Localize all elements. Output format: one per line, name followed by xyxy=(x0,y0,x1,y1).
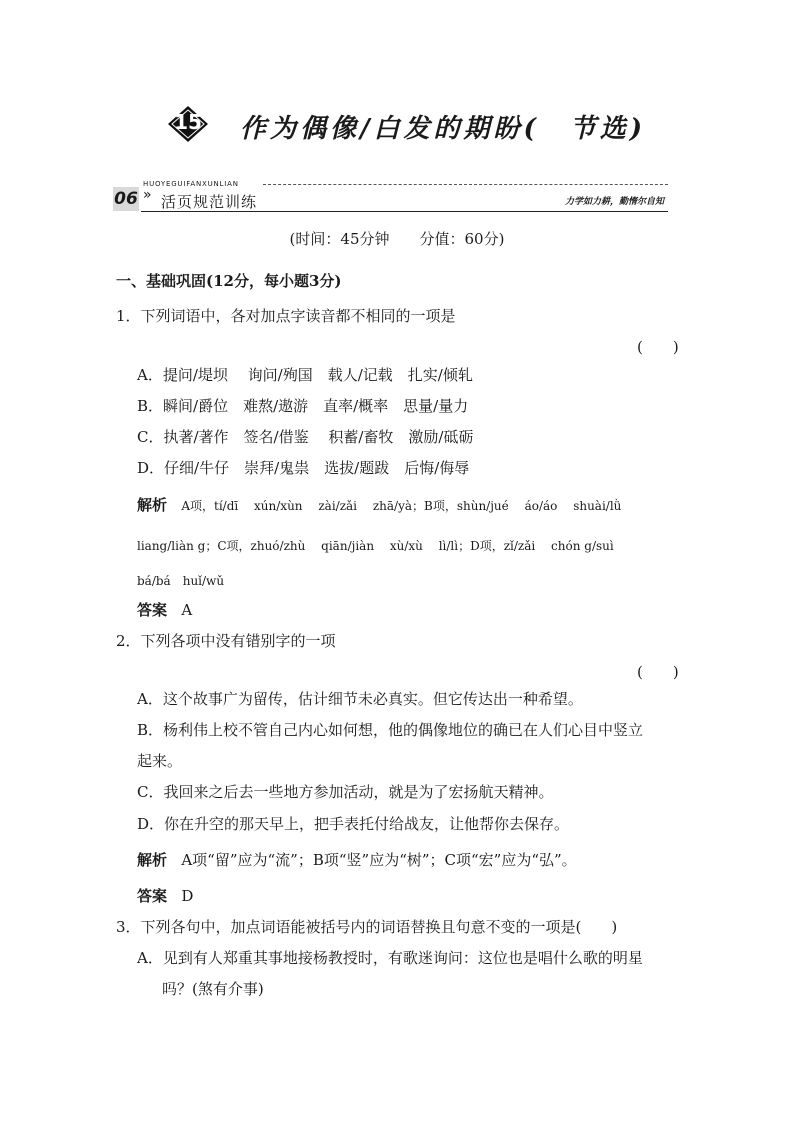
q2-analysis xyxy=(137,849,577,870)
banner-pinyin: HUOYEGUIFANXUNLIAN xyxy=(143,180,239,188)
q3-stem: 3．下列各句中，加点词语能被括号内的词语替换且句意不变的一项是( ) xyxy=(116,918,618,936)
section-heading-text: 一、基础巩固(12分，每小题3分) xyxy=(116,272,342,290)
lesson-number: 15 xyxy=(174,110,202,134)
q1-option-b: B．瞬间/爵位 难熬/遨游 直率/概率 思量/量力 xyxy=(137,397,469,415)
q3-option-a: A．见到有人郑重其事地接杨教授时，有歌迷询问：这位也是唱什么歌的明星 xyxy=(137,949,643,967)
q1-analysis-line-2: liang/liàn g；C项，zhuó/zhù qiān/jiàn xù/xù lì/lì；D项，zǐ/zǎi chón g/suì xyxy=(137,539,614,553)
q1-analysis-line-1: A项，tí/dī xún/xùn zài/zǎi zhā/yà；B项，shùn/jué áo/áo shuài/lǜ xyxy=(181,499,622,513)
chevron-icon: » xyxy=(143,187,152,203)
q2-option-d: D．你在升空的那天早上，把手表托付给战友，让他帮你去保存。 xyxy=(137,815,570,833)
q1-stem: 1．下列词语中，各对加点字读音都不相同的一项是 xyxy=(116,307,456,325)
banner-dotted-rule xyxy=(263,184,668,185)
banner-rule xyxy=(141,211,668,212)
q3-option-a-cont: 吗？(煞有介事) xyxy=(162,980,264,998)
q2-option-a: A．这个故事广为留传，估计细节未必真实。但它传达出一种希望。 xyxy=(137,690,583,708)
banner-number: 06 xyxy=(114,189,138,209)
q1-analysis-label: 解析 xyxy=(137,496,168,514)
q1-option-a: A．提问/堤坝 询问/殉国 载人/记载 扎实/倾轧 xyxy=(137,366,473,384)
q2-stem: 2．下列各项中没有错别字的一项 xyxy=(116,632,336,650)
q2-analysis-label: 解析 xyxy=(137,851,168,869)
q2-answer xyxy=(137,885,193,906)
q1-answer-label: 答案 xyxy=(137,601,168,619)
q2-option-b-cont: 起来。 xyxy=(137,752,183,770)
q2-analysis-text: A项“留”应为“流”；B项“竖”应为“树”；C项“宏”应为“弘”。 xyxy=(181,851,577,869)
q1-answer-value: A xyxy=(181,601,193,619)
q1-option-d: D．仔细/牛仔 崇拜/鬼祟 选拔/题跋 后悔/侮辱 xyxy=(137,459,470,477)
q1-option-c: C．执著/著作 签名/借鉴 积蓄/畜牧 激励/砥砺 xyxy=(137,428,474,446)
banner-name: 活页规范训练 xyxy=(161,193,258,211)
section-heading xyxy=(116,270,342,291)
q2-option-b: B．杨利伟上校不管自己内心如何想，他的偶像地位的确已在人们心目中竖立 xyxy=(137,721,644,739)
section-banner xyxy=(113,182,668,214)
q2-answer-label: 答案 xyxy=(137,887,168,905)
q1-answer xyxy=(137,599,192,620)
lesson-title-text: 作为偶像/白发的期盼( 节选) xyxy=(240,114,647,144)
q2-option-c: C．我回来之后去一些地方参加活动，就是为了宏扬航天精神。 xyxy=(137,783,554,801)
time-score-info: (时间：45分钟 分值：60分) xyxy=(289,230,505,248)
q2-answer-value: D xyxy=(181,887,194,905)
q1-analysis xyxy=(137,494,621,515)
lesson-number-badge xyxy=(166,104,210,144)
q1-analysis-line-3: bá/bá huǐ/wǔ xyxy=(137,574,225,588)
q1-answer-blank: ( ) xyxy=(637,338,679,356)
q2-answer-blank: ( ) xyxy=(637,663,679,681)
banner-motto: 力学如力耕，勤惰尔自知 xyxy=(564,197,664,207)
